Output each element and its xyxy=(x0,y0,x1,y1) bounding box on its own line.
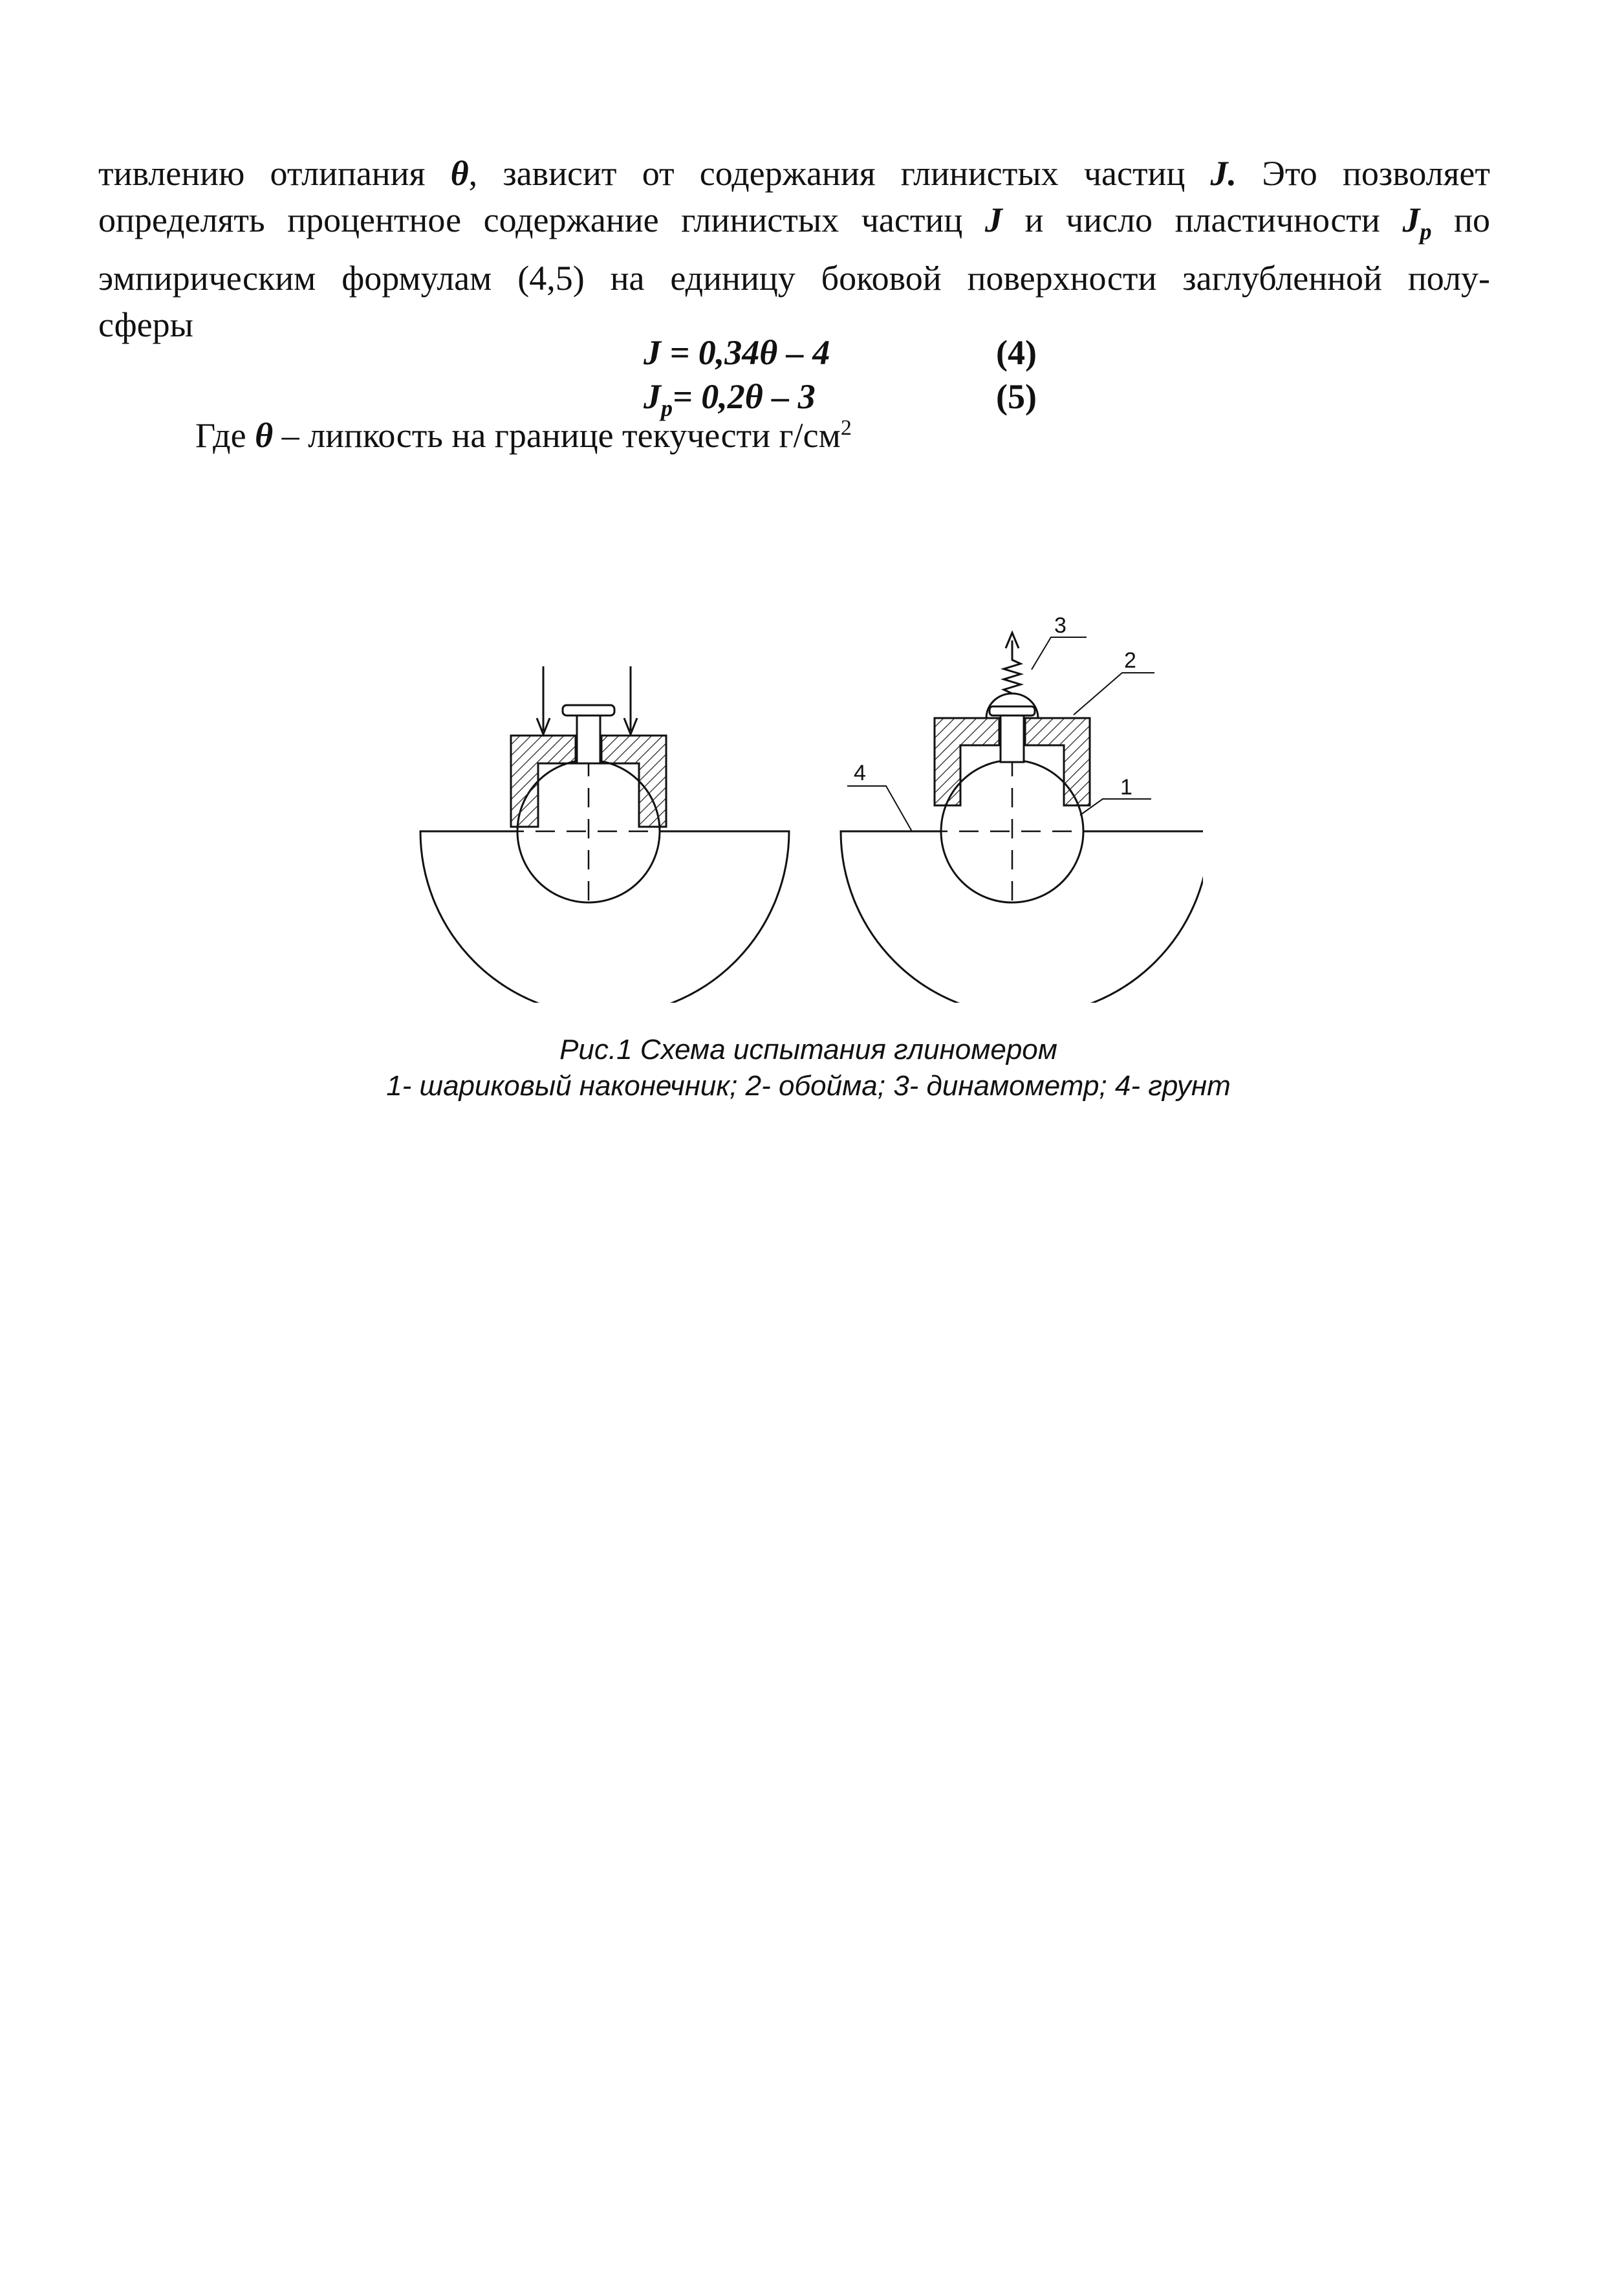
paragraph-line-4: сферы xyxy=(98,305,193,344)
figure-caption-legend: 1- шариковый наконечник; 2- обойма; 3- динамометр; 4- грунт xyxy=(386,1070,1231,1102)
text-run: и число пластичности xyxy=(1002,201,1403,239)
label-1: 1 xyxy=(1120,775,1132,800)
leader-3 xyxy=(1032,637,1087,670)
right-diagram xyxy=(841,633,1203,1003)
label-4: 4 xyxy=(854,761,866,785)
equation-number-4: (4) xyxy=(996,333,1037,372)
stem xyxy=(1001,712,1024,762)
j-symbol: J xyxy=(984,201,1002,239)
text-run: Это позволяет xyxy=(1237,154,1490,193)
equation-number-5: (5) xyxy=(996,377,1037,416)
text-run: , зависит от содержания глинистых частиц xyxy=(468,154,1211,193)
body-paragraph xyxy=(98,150,1490,348)
formula-5: $J_p= 0,2\theta - 3$ xyxy=(644,377,816,421)
leader-2 xyxy=(1074,673,1154,715)
stem-head xyxy=(563,705,614,715)
theta-symbol: θ xyxy=(450,154,469,193)
stem-head xyxy=(990,706,1035,715)
theta-symbol: θ xyxy=(255,416,274,455)
text-run: по xyxy=(1431,201,1490,239)
label-2: 2 xyxy=(1124,648,1136,673)
leader-4 xyxy=(847,786,912,831)
stem xyxy=(577,712,600,763)
formula-4: J = 0,34θ – 4 xyxy=(644,333,830,372)
jp-symbol: $J_p$ xyxy=(1402,201,1432,245)
figure-caption-title: Рис.1 Схема испытания глиномером xyxy=(559,1034,1057,1065)
left-diagram xyxy=(420,666,789,1003)
j-symbol: J. xyxy=(1210,154,1237,193)
clay-tester-diagram xyxy=(401,602,1203,1003)
paragraph-line-1 xyxy=(98,150,1490,197)
paragraph-line-2 xyxy=(98,197,1490,255)
text-run: тивлению отлипания xyxy=(98,154,451,193)
text-run: определять процентное содержание глинистых частиц xyxy=(98,201,985,239)
paragraph-line-3: эмпирическим формулам (4,5) на единицу боковой поверхности заглубленной полу- xyxy=(98,258,1490,298)
where-line: Где θ – липкость на границе текучести $г/см^2$ xyxy=(195,416,852,455)
label-3: 3 xyxy=(1054,613,1066,638)
